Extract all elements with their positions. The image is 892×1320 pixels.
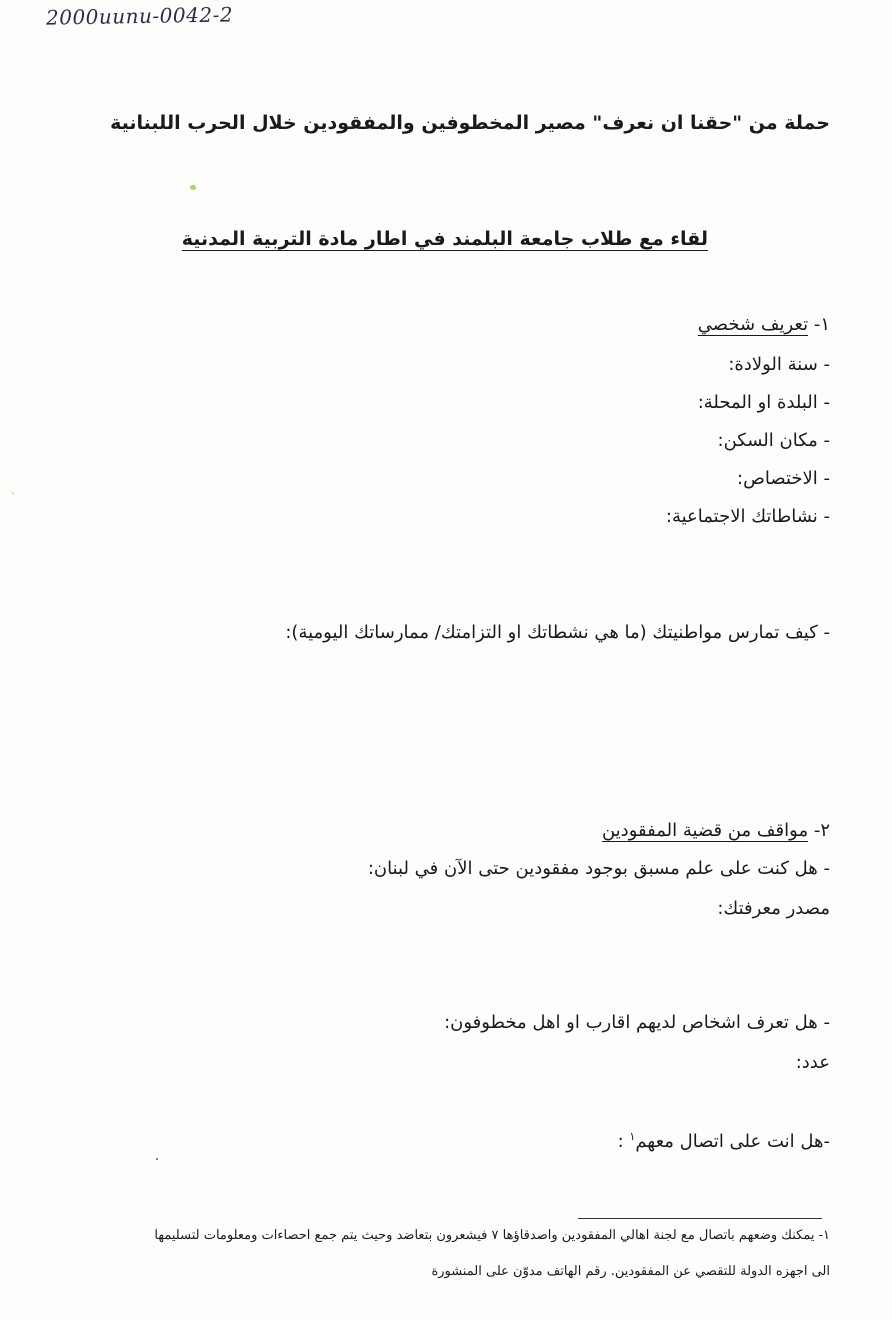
question-knowledge-source: مصدر معرفتك: bbox=[717, 898, 830, 919]
field-specialization: - الاختصاص: bbox=[737, 468, 830, 489]
field-town: - البلدة او المحلة: bbox=[697, 392, 830, 413]
footnote-line-1: ١- يمكنك وضعهم باتصال مع لجنة اهالي المفقودين واصدقاؤها ٧ فيشعرون بتعاضد وحيث يتم جمع احصاءات ومعلومات لتسليمها bbox=[154, 1228, 830, 1243]
footnote-divider bbox=[578, 1218, 822, 1219]
field-residence: - مكان السكن: bbox=[717, 430, 830, 451]
section1-number: ١- bbox=[813, 314, 830, 335]
section1-title: تعريف شخصي bbox=[697, 314, 809, 335]
dust-speck bbox=[12, 492, 14, 495]
dust-speck bbox=[156, 1158, 158, 1160]
question-contact-text: -هل انت على اتصال معهم bbox=[635, 1131, 830, 1152]
citizenship-question: - كيف تمارس مواطنيتك (ما هي نشطاتك او التزامتك/ ممارساتك اليومية): bbox=[285, 622, 830, 643]
question-contact bbox=[618, 1130, 830, 1152]
footnote-line-2: الى اجهزه الدولة للتقصي عن المفقودين. رقم الهاتف مدوّن على المنشورة bbox=[431, 1264, 830, 1279]
field-birth-year: - سنة الولادة: bbox=[728, 354, 830, 375]
campaign-title: حملة من "حقنا ان نعرف" مصير المخطوفين والمفقودين خلال الحرب اللبنانية bbox=[110, 112, 830, 134]
field-social-activities: - نشاطاتك الاجتماعية: bbox=[665, 506, 830, 527]
section2-heading bbox=[602, 820, 830, 841]
question-know-relatives: - هل تعرف اشخاص لديهم اقارب او اهل مخطوفون: bbox=[444, 1012, 830, 1033]
section1-heading bbox=[698, 314, 830, 335]
footnote-marker: ١ bbox=[629, 1130, 636, 1143]
section2-title: مواقف من قضية المفقودين bbox=[601, 820, 809, 841]
question-prior-knowledge: - هل كنت على علم مسبق بوجود مفقودين حتى الآن في لبنان: bbox=[367, 858, 830, 879]
question-contact-colon: : bbox=[617, 1131, 630, 1152]
handwritten-reference: 2000uunu-0042-2 bbox=[45, 2, 234, 30]
green-speck bbox=[190, 185, 196, 190]
question-count: عدد: bbox=[795, 1052, 830, 1073]
meeting-title: لقاء مع طلاب جامعة البلمند في اطار مادة التربية المدنية bbox=[181, 228, 708, 250]
section2-number: ٢- bbox=[813, 820, 830, 841]
